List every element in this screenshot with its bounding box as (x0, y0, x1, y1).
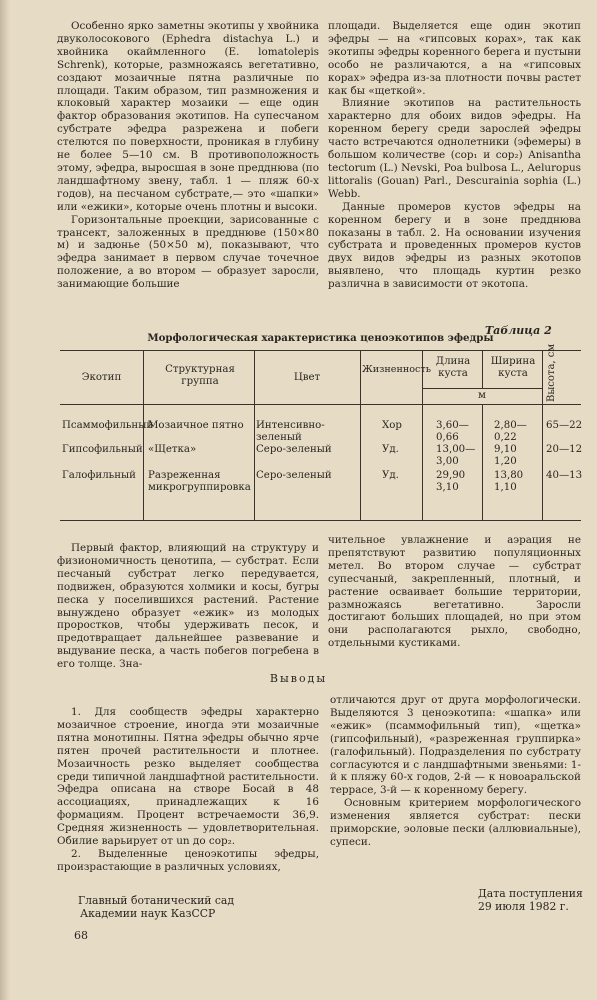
cell-ecotype: Гипсофильный (62, 444, 143, 455)
cell-group: «Щетка» (148, 444, 197, 455)
header-unit: м (478, 390, 486, 401)
received-value: 29 июля 1982 г. (478, 900, 569, 913)
paragraph: Влияние экотипов на растительность характерно для обоих видов эфедры. На коренном берегу среди зарослей эфедры часто встречаются однолетники (эфемеры) в большом количестве (cop₁ и cop₂) Anisantha tectorum (L.) Nevski, Poa bulbosa L., Aeluropus littoralis (Gouan) Parl., Descurainia sophia (L.) Webb. (328, 97, 581, 200)
paragraph: Данные промеров кустов эфедры на коренном берегу и в зоне предднюва показаны в табл. 2. На основании изучения субстрата и проведенных промеров кустов двух видов эфедры из разных экотопов выявлено, что площадь куртин резко различна в зависимости от экотопа. (328, 200, 581, 291)
received-label: Дата поступления (478, 887, 583, 900)
cell-group: Разреженная микрогруппировка (148, 470, 251, 493)
table-col-divider (482, 404, 483, 520)
received-date (478, 887, 583, 913)
table-rule-unit (422, 388, 542, 389)
affiliation-line: Главный ботанический сад (78, 894, 235, 907)
page-fold-shadow (0, 0, 10, 1000)
cell-length: 3,60— 0,66 (436, 420, 469, 443)
cell-color: Серо-зеленый (256, 470, 332, 481)
table-col-divider (422, 404, 423, 520)
table-col-divider (542, 350, 543, 404)
text-column-bottom-left (57, 706, 319, 874)
paragraph: чительное увлажнение и аэрация не препятствуют развитию популяционных метел. Во втором случае — субстрат супесчаный, закрепленный, плотный, и растение осваивает большие территории, размножаясь вегетативно. Заросли достигают больших площадей, но при этом они располагаются рыхло, свободно, отдельными кустиками. (328, 534, 581, 650)
header-vitality: Жизненность (362, 364, 431, 375)
cell-vitality: Хор (382, 420, 402, 431)
cell-group: Мозаичное пятно (148, 420, 244, 431)
header-color: Цвет (293, 372, 321, 383)
paragraph: Особенно ярко заметны экотипы у хвойника двуколосокового (Ephedra distachya L.) и хвойника окаймленного (E. lomatolepis Schrenk), которые, размножаясь вегетативно, создают мозаичные пятна различные по площади. Таким образом, тип размножения и клоковый характер мозаики — еще один фактор образования экотипов. На супесчаном субстрате эфедра разрежена и побеги стелются по поверхности, проникая в глубину не более 5—10 см. В противоположность этому, эфедра, выросшая в зоне предднюва (по ландшафтному звену, табл. 1 — пляж 60-х годов), на песчаном субстрате,— это «шапки» или «ежики», которые очень плотны и высоки. (57, 20, 319, 213)
cell-width: 2,80— 0,22 (494, 420, 527, 443)
text-column-middle-left (57, 542, 319, 671)
paragraph: Основным критерием морфологического изменения является субстрат: пески приморские, эоловые пески (аллювиальные), супеси. (330, 797, 581, 848)
cell-height: 20—12 (546, 444, 583, 455)
paragraph: Горизонтальные проекции, зарисованные с трансект, заложенных в предднюве (150×80 м) и задюнье (50×50 м), показывают, что эфедра занимает в первом случае точечное положение, а во втором — образует заросли, занимающие большие (57, 213, 319, 291)
header-structural-group: Структурная группа (165, 364, 235, 387)
paragraph: 2. Выделенные ценоэкотипы эфедры, произрастающие в различных условиях, (57, 847, 319, 873)
paragraph: площади. Выделяется еще один экотип эфедры — на «гипсовых корах», так как экотипы эфедры коренного берега и пустыни особо не различаются, а на «гипсовых корах» эфедра из-за плотности почвы растет как бы «щеткой». (328, 20, 581, 97)
paragraph: 1. Для сообществ эфедры характерно мозаичное строение, иногда эти мозаичные пятна монотипны. Пятна эфедры обычно ярче пятен прочей растительности и плотнее. Мозаичность резко выделяет сообщества среди типичной ландшафтной растительности. Эфедра описана на створе Босай в 48 ассоциациях, принадлежащих к 16 формациям. Процент встречаемости 36,9. Средняя жизненность — удовлетворительная. Обилие варьирует от un до cop₂. (57, 706, 319, 848)
header-height: Высота, см (546, 343, 557, 402)
table-col-divider (360, 404, 361, 520)
table-rule-top (60, 350, 581, 351)
cell-vitality: Уд. (382, 470, 399, 481)
paragraph: отличаются друг от друга морфологически. Выделяются 3 ценоэкотипа: «шапка» или «ежик» (псаммофильный тип), «щетка» (гипсофильный), «разреженная группирка» (галофильный). Подразделения по субстрату согласуются и с ландшафтными звеньями: 1-й к пляжу 60-х годов, 2-й — к новоаральской террасе, 3-й — к коренному берегу. (330, 694, 581, 797)
table-col-divider (254, 404, 255, 520)
section-title-conclusions: Выводы (269, 672, 328, 685)
cell-length: 13,00— 3,00 (436, 444, 476, 467)
header-bush-width: Ширина куста (490, 356, 536, 379)
affiliation (78, 894, 234, 920)
table-label: Таблица 2 (485, 324, 552, 337)
table-title: Морфологическая характеристика ценоэкотипов эфедры (147, 332, 494, 344)
cell-ecotype: Галофильный (62, 470, 136, 481)
text-column-bottom-right (330, 694, 581, 849)
cell-height: 65—22 (546, 420, 583, 431)
cell-length: 29,90 3,10 (436, 470, 466, 493)
cell-color: Серо-зеленый (256, 444, 332, 455)
cell-height: 40—13 (546, 470, 583, 481)
cell-width: 13,80 1,10 (494, 470, 524, 493)
cell-vitality: Уд. (382, 444, 399, 455)
table-col-divider (143, 350, 144, 404)
cell-ecotype: Псаммофильный (62, 420, 154, 431)
header-bush-length: Длина куста (435, 356, 471, 379)
table-col-divider (542, 404, 543, 520)
table-rule-header (60, 404, 581, 405)
cell-width: 9,10 1,20 (494, 444, 517, 467)
header-ecotype: Экотип (81, 372, 122, 383)
data-table (60, 350, 581, 520)
page-number: 68 (74, 929, 88, 942)
table-col-divider (360, 350, 361, 404)
text-column-top-right (328, 20, 581, 291)
text-column-top-left (57, 20, 319, 291)
text-column-middle-right (328, 534, 581, 650)
affiliation-line: Академии наук КазССР (80, 907, 216, 920)
cell-color: Интенсивно-зеленый (256, 420, 325, 443)
table-col-divider (482, 350, 483, 388)
paragraph: Первый фактор, влияющий на структуру и физиономичность ценотипа, — субстрат. Если песчаный субстрат легко передувается, подвижен, образуются холмики и косы, бугры песка у поселившихся растений. Растение вынуждено образует «ежик» из молодых проростков, чтобы удерживать песок, и предотвращает дальнейшее развевание и выдувание песка, а часть побегов погребена в его толще. Зна- (57, 542, 319, 671)
table-rule-bottom (60, 520, 581, 521)
